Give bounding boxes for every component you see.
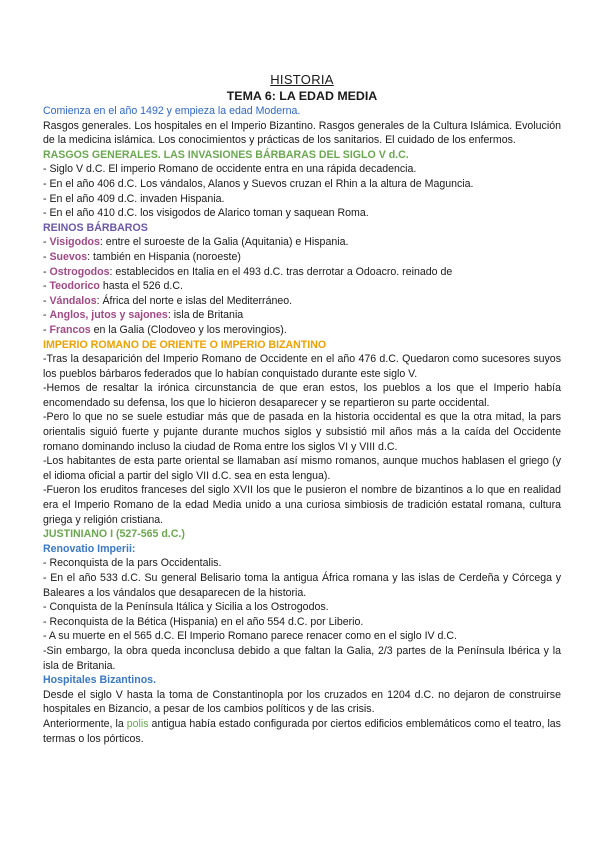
list-item: - En el año 409 d.C. invaden Hispania. <box>43 192 225 205</box>
list-item: - Teodorico hasta el 526 d.C. <box>43 280 183 293</box>
document-subtitle: TEMA 6: LA EDAD MEDIA <box>226 89 378 103</box>
intro-note: Comienza en el año 1492 y empieza la edad Moderna. <box>43 105 301 117</box>
paragraph: - A su muerte en el 565 d.C. El Imperio Romano parece renacer como en el siglo IV d.C. <box>43 630 457 643</box>
list-item: - En el año 406 d.C. Los vándalos, Alanos y Suevos cruzan el Rhin a la altura de Maguncia. <box>43 177 474 190</box>
paragraph: -Los habitantes de esta parte oriental se llamaban así mismo romanos, aunque muchos hablasen el griego (y el idioma oficial a partir del siglo VII d.C. sea en esta lengua). <box>43 455 561 482</box>
paragraph: Desde el siglo V hasta la toma de Constantinopla por los cruzados en 1204 d.C. no dejaron de construirse hospitales en Bizancio, a pesar de los cambios políticos y de las crisis. <box>43 688 561 716</box>
kingdom-name: Francos <box>49 323 91 336</box>
intro-paragraph: Rasgos generales. Los hospitales en el Imperio Bizantino. Rasgos generales de la Cultura Islámica. Evolución de la medicina islámica. Los conocimientos y prácticas de los sanitarios. El cuidado de los enfermos. <box>43 119 561 147</box>
paragraph: -Tras la desaparición del Imperio Romano de Occidente en el año 476 d.C. Quedaron como sucesores suyos los pueblos bárbaros federados que lo habían conquistado durante este siglo V. <box>43 353 561 380</box>
kingdom-name: Ostrogodos <box>49 265 110 278</box>
paragraph: Anteriormente, la polis antigua había estado configurada por ciertos edificios emblemáticos como el teatro, las termas o los pórticos. <box>43 717 561 745</box>
section-heading-bizantino: IMPERIO ROMANO DE ORIENTE O IMPERIO BIZANTINO <box>43 338 327 351</box>
subheading-renovatio: Renovatio Imperii: <box>43 542 136 555</box>
paragraph: -Sin embargo, la obra queda inconclusa debido a que faltan la Galia, 2/3 partes de la Península Ibérica y la isla de Britania. <box>43 644 561 672</box>
list-item: - Visigodos: entre el suroeste de la Galia (Aquitania) e Hispania. <box>43 236 349 249</box>
list-item: - Siglo V d.C. El imperio Romano de occidente entra en una rápida decadencia. <box>43 163 417 176</box>
kingdom-name: Anglos, jutos y sajones <box>49 309 168 322</box>
section-heading-invasiones: RASGOS GENERALES. LAS INVASIONES BÁRBARAS DEL SIGLO V d.C. <box>43 148 409 161</box>
list-item: - Vándalos: África del norte e islas del Mediterráneo. <box>43 294 293 307</box>
paragraph: -Fueron los eruditos franceses del siglo XVII los que le pusieron el nombre de bizantinos a lo que en realidad era el Imperio Romano de la edad Media unido a una curiosa simbiosis de tradición estatal romana, cultura griega y religión cristiana. <box>43 484 561 526</box>
section-heading-justiniano: JUSTINIANO I (527-565 d.C.) <box>43 528 185 541</box>
paragraph: - Reconquista de la Bética (Hispania) en el año 554 d.C. por Liberio. <box>43 615 364 628</box>
list-item: - Suevos: también en Hispania (noroeste) <box>43 250 241 263</box>
paragraph: -Hemos de resaltar la irónica circunstancia de que eran estos, los pueblos a los que el Imperio había encomendado su defensa, los que lo hicieron desaparecer y se repartieron su parte occidental. <box>43 382 561 409</box>
kingdom-name: Vándalos <box>49 294 97 307</box>
list-item: - Ostrogodos: establecidos en Italia en el 493 d.C. tras derrotar a Odoacro. reinado de <box>43 265 453 278</box>
kingdom-name: Visigodos <box>49 236 100 249</box>
kingdom-name: Suevos <box>49 250 88 263</box>
list-item: - Francos en la Galia (Clodoveo y los merovingios). <box>43 323 287 336</box>
paragraph: - En el año 533 d.C. Su general Belisario toma la antigua África romana y las islas de Cerdeña y Córcega y Baleares a los vándalos que desaparecen de la historia. <box>43 572 561 599</box>
section-heading-reinos: REINOS BÁRBAROS <box>43 221 148 234</box>
section-heading-hospitales: Hospitales Bizantinos. <box>43 674 157 687</box>
list-item: - Anglos, jutos y sajones: isla de Britania <box>43 309 244 322</box>
paragraph: - Reconquista de la pars Occidentalis. <box>43 557 222 570</box>
highlight-polis: polis <box>126 717 149 730</box>
list-item: - En el año 410 d.C. los visigodos de Alarico toman y saquean Roma. <box>43 207 369 220</box>
paragraph: -Pero lo que no se suele estudiar más que de pasada en la historia occidental es que la otra mitad, la pars orientalis siguió fuerte y pujante durante muchos siglos y subsistió mil años más a la caída del Occidente romano dominando incluso la ciudad de Roma entre los siglos VI y VIII d.C. <box>43 411 561 453</box>
paragraph: - Conquista de la Península Itálica y Sicilia a los Ostrogodos. <box>43 601 329 614</box>
document-content <box>43 72 561 746</box>
document-title: HISTORIA <box>270 72 334 87</box>
kingdom-name: Teodorico <box>49 280 100 293</box>
